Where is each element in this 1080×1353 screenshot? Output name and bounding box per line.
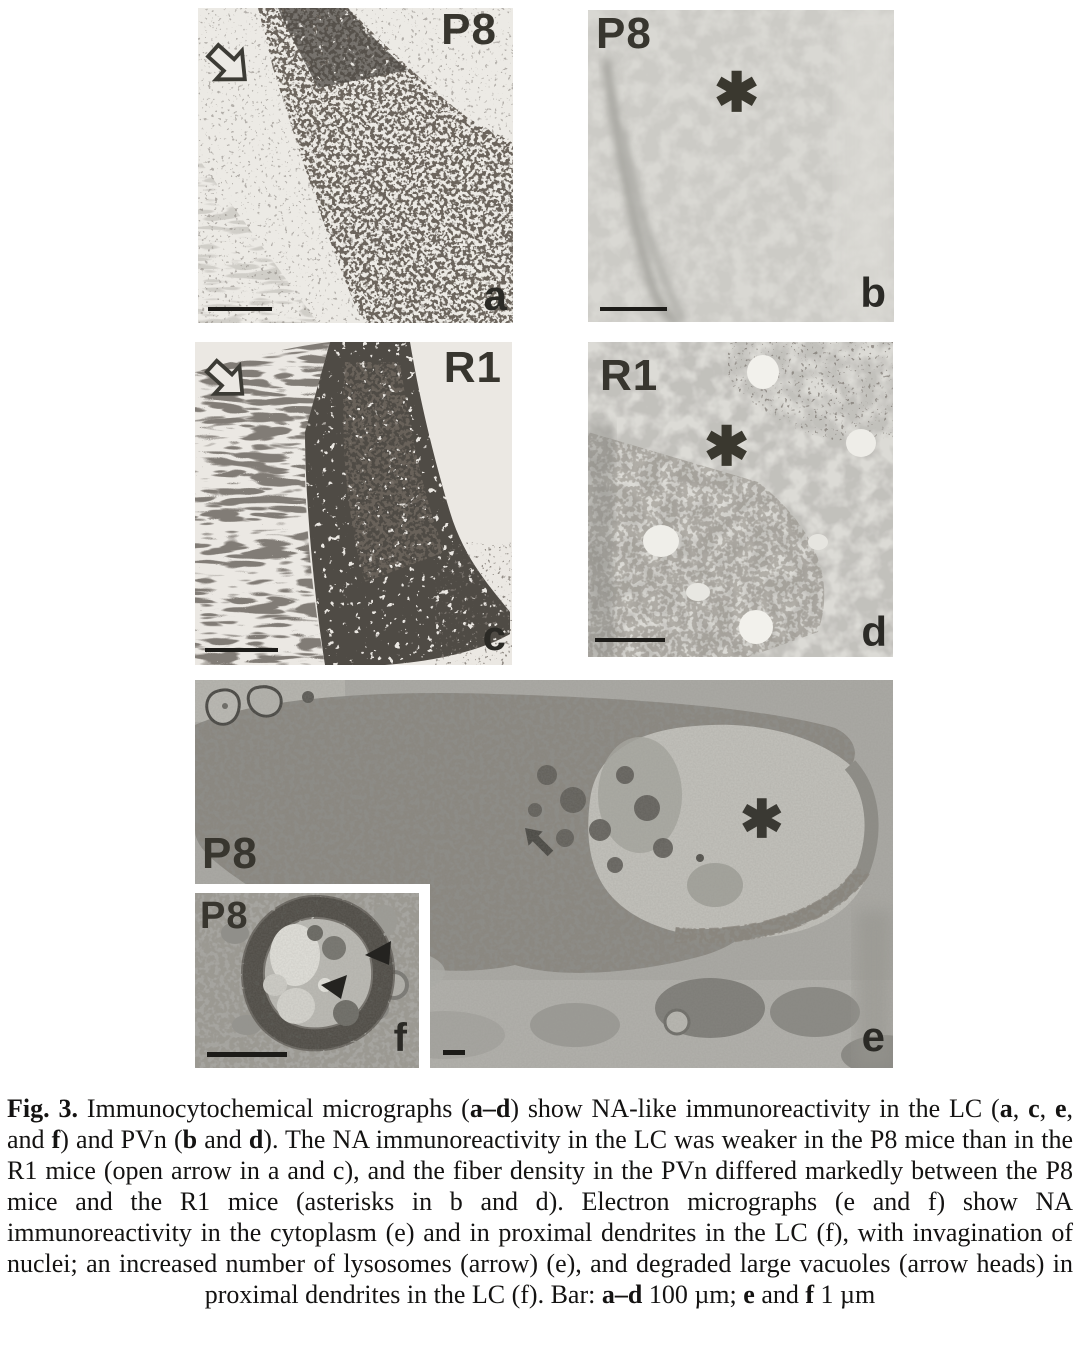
asterisk-marker: ✱: [714, 63, 760, 123]
caption-text: ) and PVn (: [60, 1125, 183, 1154]
caption-bold-panels: a–d: [601, 1280, 643, 1309]
open-arrow-icon: [200, 36, 258, 94]
caption-text: , and: [7, 1094, 1074, 1154]
caption-text: ,: [1012, 1094, 1029, 1123]
scale-bar: [443, 1050, 465, 1055]
caption-text: ) show NA-like immunoreactivity in the LC (: [510, 1094, 1000, 1123]
open-arrow-icon: [199, 352, 255, 408]
genotype-label: R1: [443, 343, 502, 392]
asterisk-marker: ✱: [740, 791, 784, 849]
scale-bar: [205, 648, 278, 652]
figure-caption: [7, 1093, 1073, 1310]
caption-bold-panel: c: [1028, 1094, 1040, 1123]
electron-micrograph-inset-f: [195, 884, 430, 1068]
caption-text: Immunocytochemical micrographs (: [77, 1094, 470, 1123]
genotype-label: R1: [600, 351, 659, 400]
caption-text: and: [197, 1125, 249, 1154]
genotype-label: P8: [202, 829, 258, 878]
caption-text: ,: [1039, 1094, 1055, 1123]
scale-bar: [595, 638, 665, 642]
scale-bar: [208, 307, 272, 311]
micrograph-panel-a: [198, 8, 513, 323]
panel-letter: f: [393, 1016, 407, 1060]
caption-text: 100 µm;: [642, 1280, 744, 1309]
micrograph-panel-b: [588, 10, 894, 322]
caption-bold-panel: d: [248, 1125, 264, 1154]
asterisk-marker: ✱: [704, 417, 750, 477]
caption-text: and: [754, 1280, 806, 1309]
caption-bold-panel: f: [805, 1280, 815, 1309]
panel-letter: a: [483, 272, 507, 319]
genotype-label: P8: [441, 8, 497, 54]
panel-letter: c: [482, 612, 506, 659]
caption-figure-number: Fig. 3.: [7, 1094, 78, 1123]
caption-bold-panel: a: [999, 1094, 1013, 1123]
caption-text: 1 µm: [814, 1280, 876, 1309]
caption-bold-panel: e: [743, 1280, 755, 1309]
panel-letter: b: [860, 269, 886, 316]
caption-text: ). The NA immunoreactivity in the LC was weaker in the P8 mice than in the R1 mice (open arrow in a and c), and the fiber density in the PVn differed markedly between the P8 mice and the R1 mice (asterisks in b and d). Electron micrographs (e and f) show NA immunoreactivity in the cytoplasm (e) and in proximal dendrites in the LC (f), with invagination of nuclei; an increased number of lysosomes (arrow) (e), and degraded large vacuoles (arrow heads) in proximal dendrites in the LC (f). Bar:: [7, 1125, 1073, 1309]
caption-bold-panel: e: [1054, 1094, 1067, 1123]
genotype-label: P8: [200, 895, 249, 937]
caption-bold-panel: f: [51, 1125, 61, 1154]
scale-bar: [600, 307, 667, 311]
panel-letter: e: [861, 1013, 885, 1060]
genotype-label: P8: [596, 10, 652, 58]
panel-letter: d: [861, 608, 887, 655]
caption-bold-panels: a–d: [469, 1094, 511, 1123]
caption-bold-panel: b: [182, 1125, 198, 1154]
micrograph-panel-c: [195, 342, 512, 665]
micrograph-panel-d: [588, 342, 893, 657]
scale-bar: [207, 1052, 287, 1057]
